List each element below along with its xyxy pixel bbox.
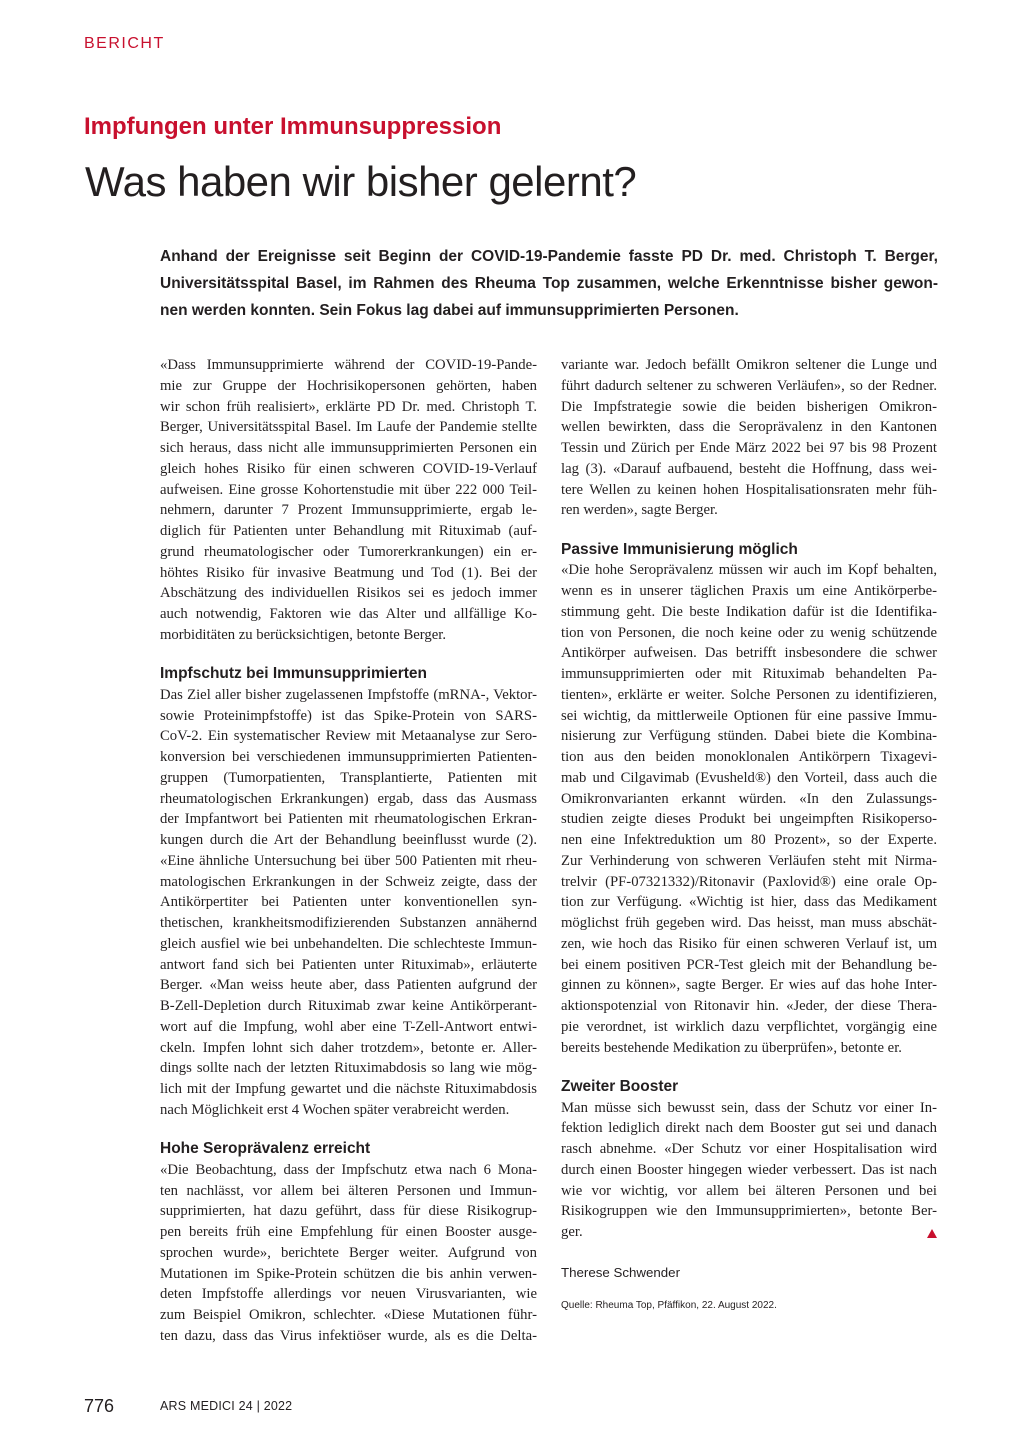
text-line: Mutationen im Spike-Protein schützen die bis anhin verwen- xyxy=(160,1265,537,1282)
text-line: aufweisen. Eine grosse Kohortenstudie mit über 222 000 Teil- xyxy=(160,481,537,498)
text-line: wort auf die Impfung, wohl aber eine T-Zell-Antwort entwi- xyxy=(160,1018,537,1035)
text-line: ten nachlässt, vor allem bei älteren Personen und Immun- xyxy=(160,1182,537,1199)
text-line: variante war. Jedoch befällt Omikron seltener die Lunge und xyxy=(561,357,937,373)
source-note: Quelle: Rheuma Top, Pfäffikon, 22. August 2022. xyxy=(561,1300,777,1311)
text-line: Zur Verhinderung von schweren Verläufen steht mit Nirma- xyxy=(561,852,937,869)
text-line: führt dadurch seltener zu schweren Verläufen», so der Redner. xyxy=(561,377,937,394)
text-line: ten dazu, dass das Virus infektiöser wurde, als es die Delta- xyxy=(160,1327,537,1344)
text-line: B-Zell-Depletion durch Rituximab zwar keine Antikörperant- xyxy=(160,998,537,1014)
text-line: wie vor wichtig, vor allem bei älteren Personen und bei xyxy=(561,1182,937,1199)
publication-info: ARS MEDICI 24 | 2022 xyxy=(160,1399,293,1413)
text-line: «Die Beobachtung, dass der Impfschutz etwa nach 6 Mona- xyxy=(160,1161,537,1178)
text-line: Berger. «Man weiss heute aber, dass Patienten aufgrund der xyxy=(160,977,537,994)
text-line: lag (3). «Darauf aufbauend, besteht die Hoffnung, dass wei- xyxy=(561,460,937,477)
text-line: Berger, Universitätsspital Basel. Im Laufe der Pandemie stellte xyxy=(160,419,537,436)
section-heading: Zweiter Booster xyxy=(561,1077,679,1095)
text-line: Antikörper aufweisen. Das betrifft insbesondere die schwer xyxy=(561,645,937,662)
text-line: immunsupprimierten oder mit Rituximab behandelten Pa- xyxy=(561,666,937,682)
text-line: sowie Proteinimpfstoffe) ist das Spike-Protein von SARS- xyxy=(160,707,537,724)
text-line: Tessin und Zürich per Ende März 2022 bei 97 bis 98 Prozent xyxy=(561,440,937,456)
text-line: deten Impfstoffe allerdings vor neuen Virusvarianten, wie xyxy=(160,1286,537,1303)
paragraph xyxy=(160,355,537,646)
paragraph xyxy=(561,560,937,1058)
lead-line: Anhand der Ereignisse seit Beginn der COVID-19-Pandemie fasste PD Dr. med. Christoph T. Berger, xyxy=(160,248,938,265)
text-line: ckeln. Impfen lohnt sich daher trotzdem», betonte er. Aller- xyxy=(160,1039,537,1056)
text-line: wenn es in unserer täglichen Praxis um eine Antikörperbe- xyxy=(561,583,937,599)
text-line: tere Wellen zu keinen hohen Hospitalisationsraten mehr füh- xyxy=(561,481,937,498)
text-line: pie verordnet, ist wirklich dazu verpflichtet, vorgängig eine xyxy=(561,1018,937,1035)
text-line: mie zur Gruppe der Hochrisikopersonen gehörten, haben xyxy=(160,377,537,394)
text-line: möglichst früh gegeben wird. Das heisst, man muss abschät- xyxy=(561,915,937,931)
lead-line: Universitätsspital Basel, im Rahmen des Rheuma Top zusammen, welche Erkenntnisse bisher gewon- xyxy=(160,275,938,292)
text-line: nach Möglichkeit erst 4 Wochen später verabreicht werden. xyxy=(160,1101,510,1118)
text-line: nehmern, darunter 7 Prozent Immunsupprimierte, ergab le- xyxy=(160,502,537,519)
article-kicker: Impfungen unter Immunsuppression xyxy=(84,113,502,140)
text-line: ren werden», sagte Berger. xyxy=(561,502,718,519)
text-column-left xyxy=(160,355,537,1347)
text-line: lich mit der Impfung gewartet und die nächste Rituximabdosis xyxy=(160,1081,537,1097)
text-line: CoV-2. Ein systematischer Review mit Metaanalyse zur Sero- xyxy=(160,728,537,745)
text-line: dings sollte nach der letzten Rituximabdosis so lang wie mög- xyxy=(160,1060,537,1077)
text-line: wir schon früh realisiert», erklärte PD Dr. med. Christoph T. xyxy=(160,398,537,415)
text-line: sich heraus, dass nicht alle immunsupprimierten Personen ein xyxy=(160,440,537,456)
text-line: bei einem positiven PCR-Test gleich mit der Behandlung be- xyxy=(561,956,937,973)
text-line: konversion bei verschiedenen immunsupprimierten Patienten- xyxy=(160,749,537,765)
text-line: gleich hohes Risiko für einen schweren COVID-19-Verlauf xyxy=(160,460,537,477)
text-line: ger. xyxy=(561,1224,583,1240)
text-line: kungen durch die Art der Behandlung beeinflusst wurde (2). xyxy=(160,832,537,848)
text-line: gruppen (Tumorpatienten, Transplantierte, Patienten mit xyxy=(160,769,537,786)
text-line: tienten», erklärte er weiter. Solche Personen zu identifizieren, xyxy=(561,686,937,703)
text-line: «Eine ähnliche Untersuchung bei über 500 Patienten mit rheu- xyxy=(160,852,537,869)
text-line: der Impfantwort bei Patienten mit rheumatologischen Erkran- xyxy=(160,811,537,828)
text-line: trelvir (PF-07321332)/Ritonavir (Paxlovid®) eine orale Op- xyxy=(561,873,937,890)
text-line: zen, wie hoch das Risiko für einen schweren Verlauf ist, um xyxy=(561,935,937,952)
author-name: Therese Schwender xyxy=(561,1265,680,1280)
text-line: stimmung geht. Die beste Indikation dafür ist die Identifika- xyxy=(561,603,937,620)
text-line: nen eine Infektreduktion um 80 Prozent», so der Experte. xyxy=(561,832,937,848)
text-line: Omikronvarianten erkannt würden. «In den Zulassungs- xyxy=(561,790,937,807)
text-line: zum Beispiel Omikron, schlechter. «Diese Mutationen führ- xyxy=(160,1307,537,1323)
text-line: antwort fand sich bei Patienten unter Rituximab», erläuterte xyxy=(160,956,537,973)
text-line: aktionspotenzial von Ritonavir hin. «Jeder, der diese Thera- xyxy=(561,998,937,1014)
text-line: sei wichtig, da mittlerweile Optionen für eine passive Immu- xyxy=(561,707,937,724)
text-line: Antikörpertiter bei Patienten unter konventionellen syn- xyxy=(160,894,537,911)
text-line: höhtes Risiko für invasive Beatmung und Tod (1). Bei der xyxy=(160,564,537,581)
text-line: bereits bestehende Medikation zu überprüfen», betonte er. xyxy=(561,1039,902,1056)
text-line: rasch abnehme. «Der Schutz vor einer Hospitalisation wird xyxy=(561,1141,937,1157)
triangle-up-icon xyxy=(927,1229,937,1238)
text-line: fektion lediglich direkt nach dem Booster gut sei und danach xyxy=(561,1120,937,1137)
text-line: Abschätzung des individuellen Risikos sei es jedoch immer xyxy=(160,585,537,602)
text-line: Man müsse sich bewusst sein, dass der Schutz vor einer In- xyxy=(561,1099,937,1116)
text-line: auch notwendig, Faktoren wie das Alter und allfällige Ko- xyxy=(160,606,537,622)
text-line: morbiditäten zu berücksichtigen, betonte Berger. xyxy=(160,626,447,643)
text-line: supprimierten, hat dazu geführt, dass für diese Risikogrup- xyxy=(160,1203,537,1220)
text-line: Die Impfstrategie sowie die beiden bisherigen Omikron- xyxy=(561,398,937,415)
section-heading: Hohe Seroprävalenz erreicht xyxy=(160,1140,371,1157)
section-heading: Impfschutz bei Immunsupprimierten xyxy=(160,665,427,682)
text-line: studien zeigte dieses Produkt bei ungeimpften Risikoperso- xyxy=(561,811,937,828)
text-line: «Die hohe Seroprävalenz müssen wir auch im Kopf behalten, xyxy=(561,562,937,579)
text-line: ginnen zu können», sagte Berger. Er wies auf das hohe Inter- xyxy=(561,977,937,994)
text-line: Das Ziel aller bisher zugelassenen Impfstoffe (mRNA-, Vektor- xyxy=(160,686,537,703)
text-column-right xyxy=(561,355,937,1243)
text-line: rheumatologischen Erkrankungen) ergab, dass das Ausmass xyxy=(160,790,537,807)
text-line: thetischen, krankheitsmodifizierenden Substanzen annähernd xyxy=(160,915,537,931)
lead-line: nen werden konnten. Sein Fokus lag dabei auf immunsupprimierten Personen. xyxy=(160,302,739,319)
paragraph xyxy=(561,1098,937,1243)
text-line: tion zur Verfügung. «Wichtig ist hier, dass das Medikament xyxy=(561,894,937,911)
text-line: «Dass Immunsupprimierte während der COVID-19-Pande- xyxy=(160,357,537,373)
lead-paragraph xyxy=(160,243,938,324)
text-line: gleich ausfiel wie bei unbehandelten. Die schlechteste Immun- xyxy=(160,935,537,952)
paragraph xyxy=(561,355,937,521)
text-line: tion von Personen, die noch keine oder zu wenig schützende xyxy=(561,624,937,641)
text-line: grund rheumatologischer oder Tumorerkrankungen) ein er- xyxy=(160,543,537,560)
section-label: BERICHT xyxy=(84,35,165,52)
text-line: nisierung zur Verfügung stünden. Dabei biete die Kombina- xyxy=(561,728,937,745)
page-number: 776 xyxy=(84,1396,115,1416)
paragraph xyxy=(160,1160,537,1347)
text-line: Risikogruppen wie den Immunsupprimierten», betonte Ber- xyxy=(561,1203,937,1220)
text-line: matologischen Erkrankungen in der Schweiz zeigte, dass der xyxy=(160,873,537,890)
text-line: pen bereits früh eine Empfehlung für einen Booster ausge- xyxy=(160,1224,537,1240)
section-heading: Passive Immunisierung möglich xyxy=(561,540,798,558)
text-line: mab und Cilgavimab (Evusheld®) den Vorteil, dass auch die xyxy=(561,769,937,786)
article-title: Was haben wir bisher gelernt? xyxy=(85,158,637,205)
text-line: sprochen wurde», berichtete Berger weiter. Aufgrund von xyxy=(160,1244,537,1261)
text-line: durch einen Booster hingegen wieder verbessert. Das ist nach xyxy=(561,1161,937,1178)
text-line: tion aus den beiden monoklonalen Antikörpern Tixagevi- xyxy=(561,749,937,765)
text-line: diglich für Patienten unter Behandlung mit Rituximab (auf- xyxy=(160,523,537,539)
text-line: wellen bewirkten, dass die Seroprävalenz in den Kantonen xyxy=(561,419,937,436)
paragraph xyxy=(160,685,537,1121)
